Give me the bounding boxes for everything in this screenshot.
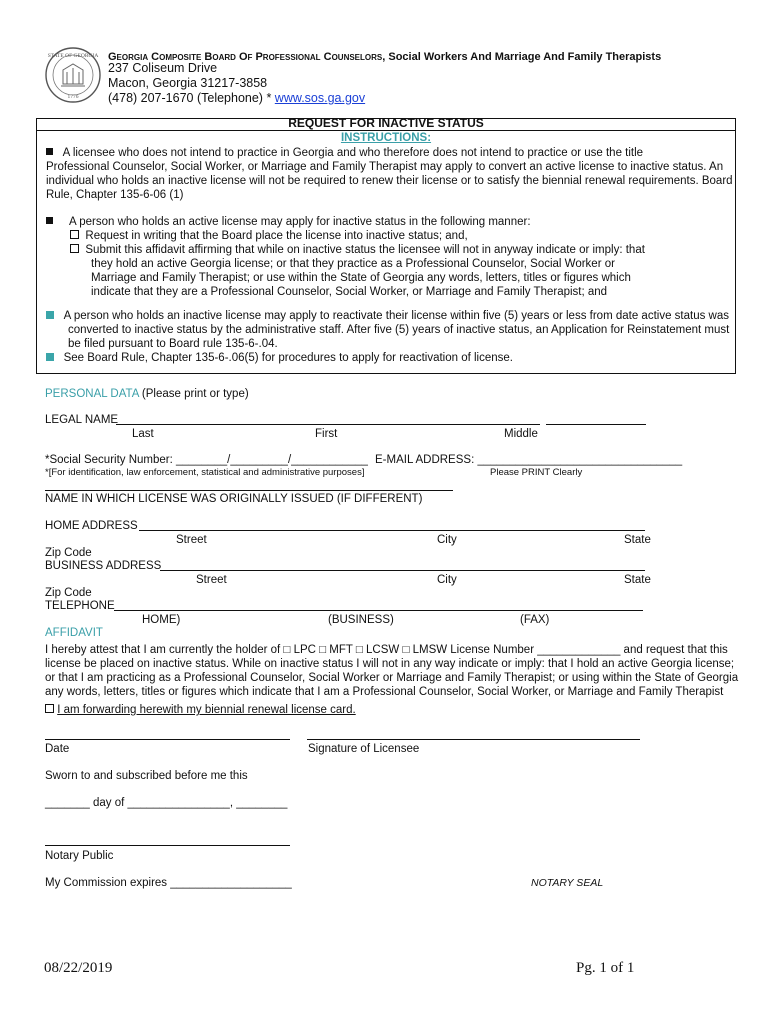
ssn-note: *[For identification, law enforcement, statistical and administrative purposes] <box>45 467 365 478</box>
last-name-label: Last <box>132 428 154 440</box>
instr-para2-item2-line1 <box>70 243 645 257</box>
notary-public-label: Notary Public <box>45 850 114 862</box>
instr-para2-item2-line4: indicate that they are a Professional Counselor, Social Worker, or Marriage and Family Therapist; and <box>91 286 608 298</box>
bullet-teal-icon <box>46 353 54 361</box>
instr-para3-line3: be filed pursuant to Board rule 135-6-.04. <box>68 338 278 350</box>
checkbox-bullet-icon <box>70 230 79 239</box>
address-line-1: 237 Coliseum Drive <box>108 61 218 75</box>
email-note: Please PRINT Clearly <box>490 467 583 478</box>
affidavit-line-4: any words, letters, titles or figures which indicate that I am a Professional Counselor, Social Worker, or Marriage and Family Therapist <box>45 686 724 698</box>
business-state-label: State <box>624 574 651 586</box>
board-name-part2: Social Workers And Marriage And Family Therapists <box>385 51 662 63</box>
date-field[interactable] <box>45 739 290 740</box>
middle-name-label: Middle <box>504 428 538 440</box>
business-address-field[interactable] <box>160 570 645 571</box>
signature-label: Signature of Licensee <box>308 743 420 755</box>
renewal-card-label: I am forwarding herewith my biennial renewal license card. <box>57 704 356 716</box>
bullet-teal-icon <box>46 311 54 319</box>
renewal-card-checkbox[interactable] <box>45 704 54 713</box>
svg-text:1776: 1776 <box>67 94 79 100</box>
home-zip-label: Zip Code <box>45 547 92 559</box>
home-state-label: State <box>624 534 651 546</box>
instr-para4 <box>46 351 513 365</box>
legal-name-label: LEGAL NAME <box>45 414 119 426</box>
instr-para3-line2: converted to inactive status by the administrative staff. After five (5) years of inactive status, an Application for Reinstatement must <box>68 324 730 336</box>
affidavit-heading: AFFIDAVIT <box>45 627 103 639</box>
footer-page-number: Pg. 1 of 1 <box>576 960 635 976</box>
business-city-label: City <box>437 574 457 586</box>
instr-text: Request in writing that the Board place the license into inactive status; and, <box>85 230 468 242</box>
original-name-label: NAME IN WHICH LICENSE WAS ORIGINALLY ISSUED (IF DIFFERENT) <box>45 493 423 505</box>
ssn-field[interactable]: *Social Security Number: ________/_________/____________ <box>45 454 368 466</box>
instr-text: A person who holds an inactive license may apply to reactivate their license within five (5) years or less from date active status was <box>63 310 729 322</box>
instr-para1-line2: Professional Counselor, Social Worker, or Marriage and Family Therapist may apply to convert an active license to inactive status. An <box>46 161 724 173</box>
seal-icon <box>44 46 102 104</box>
commission-expires-field[interactable]: My Commission expires ___________________ <box>45 877 292 889</box>
home-address-label: HOME ADDRESS <box>45 520 138 532</box>
instructions-heading: INSTRUCTIONS: <box>340 132 432 144</box>
tel-fax-label: (FAX) <box>520 614 550 626</box>
phone-line <box>108 91 365 105</box>
email-field[interactable]: E-MAIL ADDRESS: ________________________________ <box>375 454 683 466</box>
home-address-field[interactable] <box>139 530 645 531</box>
signature-field[interactable] <box>307 739 640 740</box>
telephone-field[interactable] <box>114 610 643 611</box>
footer-date: 08/22/2019 <box>44 960 113 976</box>
instr-para1-line1 <box>46 146 643 160</box>
home-street-label: Street <box>176 534 207 546</box>
business-address-label: BUSINESS ADDRESS <box>45 560 162 572</box>
bullet-square-icon <box>46 148 53 155</box>
board-name-part1: Georgia Composite Board Of Professional Counselors, <box>108 51 386 63</box>
address-line-2: Macon, Georgia 31217-3858 <box>108 76 268 90</box>
personal-data-title: PERSONAL DATA <box>45 388 139 400</box>
home-city-label: City <box>437 534 457 546</box>
business-zip-label: Zip Code <box>45 587 92 599</box>
telephone-label: TELEPHONE <box>45 600 115 612</box>
renewal-card-option[interactable] <box>45 703 356 717</box>
title-divider <box>36 130 736 131</box>
instr-text: See Board Rule, Chapter 135-6-.06(5) for procedures to apply for reactivation of license. <box>63 352 513 364</box>
instr-para2-item1 <box>70 229 468 243</box>
date-label: Date <box>45 743 70 755</box>
sworn-day-field[interactable]: _______ day of ________________, ________ <box>45 797 288 809</box>
affidavit-line-3: or that I am practicing as a Professional Counselor, Social Worker or Marriage and Family Therapist; or using within the State of Georgia <box>45 672 739 684</box>
personal-data-note: (Please print or type) <box>138 388 249 400</box>
website-link[interactable]: www.sos.ga.gov <box>274 91 366 105</box>
instr-text: A person who holds an active license may apply for inactive status in the following manner: <box>68 216 531 228</box>
instr-para2-item2-line3: Marriage and Family Therapist; or use within the State of Georgia any words, letters, titles or figures which <box>91 272 631 284</box>
personal-data-heading <box>45 387 249 401</box>
instr-text: A licensee who does not intend to practice in Georgia and who therefore does not intend to practice or use the title <box>62 147 644 159</box>
instr-text: Submit this affidavit affirming that while on inactive status the licensee will not in anyway indicate or imply: that <box>85 244 645 256</box>
state-seal <box>44 46 102 104</box>
first-name-label: First <box>315 428 338 440</box>
legal-name-middle-field[interactable] <box>546 424 646 425</box>
notary-seal-label: NOTARY SEAL <box>531 877 604 889</box>
bullet-square-icon <box>46 217 53 224</box>
legal-name-field[interactable] <box>116 424 540 425</box>
sworn-label: Sworn to and subscribed before me this <box>45 770 248 782</box>
business-street-label: Street <box>196 574 227 586</box>
instr-para2-intro <box>46 215 531 229</box>
instr-para1-line4: Rule, Chapter 135-6-06 (1) <box>46 189 184 201</box>
instr-para3-line1 <box>46 309 729 323</box>
affidavit-line-1: I hereby attest that I am currently the holder of □ LPC □ MFT □ LCSW □ LMSW License Number _____________ and request that this <box>45 644 728 656</box>
tel-business-label: (BUSINESS) <box>328 614 394 626</box>
instr-para2-item2-line2: they hold an active Georgia license; or that they practice as a Professional Counselor, Social Worker or <box>91 258 615 270</box>
phone-text: (478) 207-1670 (Telephone) * <box>108 91 272 105</box>
tel-home-label: HOME) <box>142 614 181 626</box>
affidavit-line-2: license be placed on inactive status. While on inactive status I will not in any way indicate or imply: that I hold an active Georgia license; <box>45 658 735 670</box>
notary-signature-field[interactable] <box>45 845 290 846</box>
form-title: REQUEST FOR INACTIVE STATUS <box>288 116 484 130</box>
checkbox-bullet-icon <box>70 244 79 253</box>
instr-para1-line3: individual who holds an inactive license will not be required to renew their license or to satisfy the biennial renewal requirements. Board <box>46 175 733 187</box>
original-name-field[interactable] <box>45 490 453 491</box>
svg-text:STATE OF GEORGIA: STATE OF GEORGIA <box>47 53 99 59</box>
